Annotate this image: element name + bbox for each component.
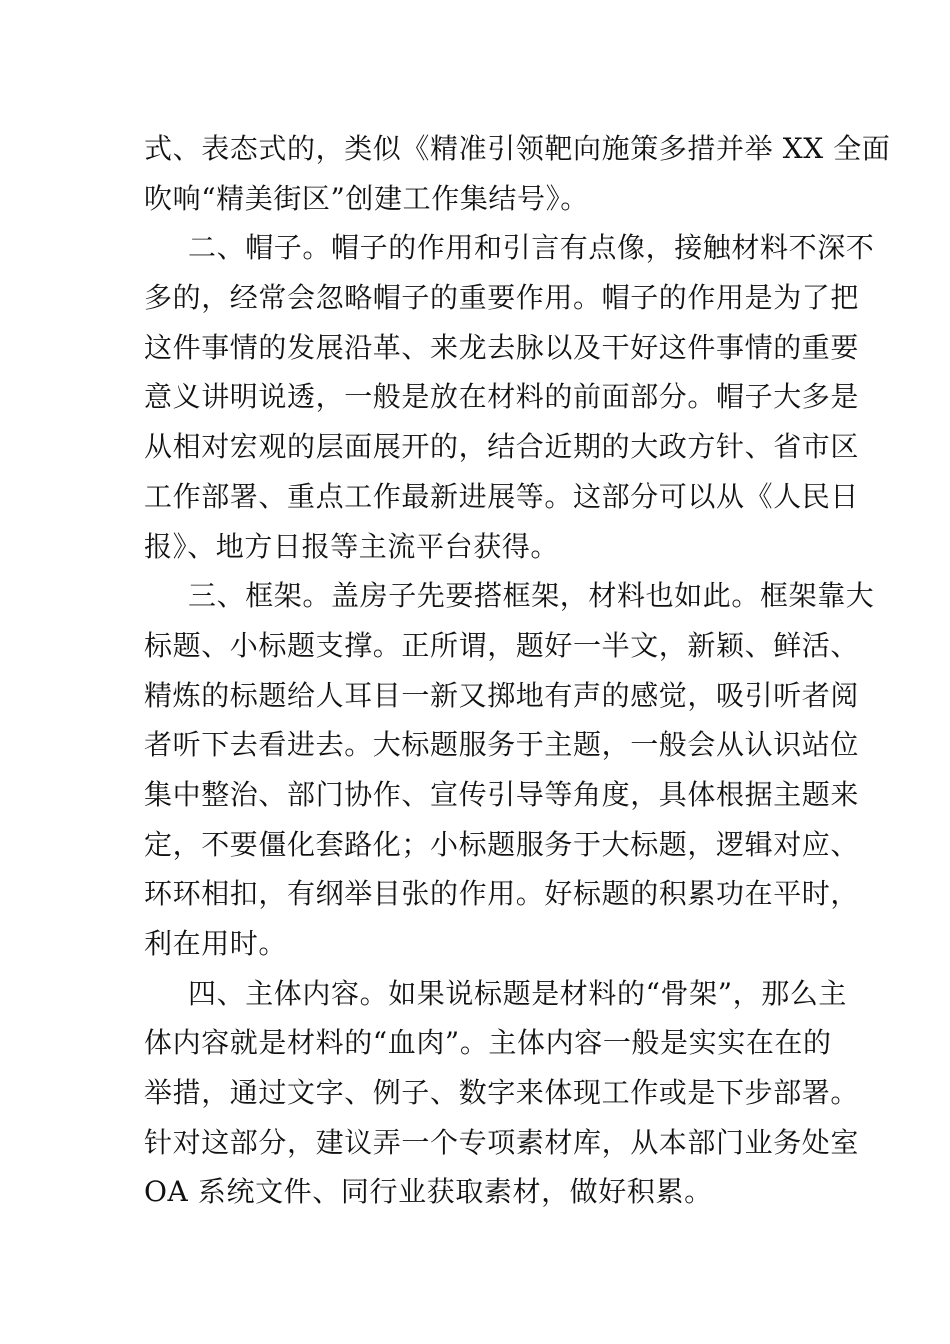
text-line: 者听下去看进去。大标题服务于主题，一般会从认识站位 — [144, 728, 860, 762]
text-line: OA 系统文件、同行业获取素材，做好积累。 — [144, 1175, 713, 1209]
text-line: 针对这部分，建议弄一个专项素材库，从本部门业务处室 — [144, 1125, 860, 1159]
text-line: 集中整治、部门协作、宣传引导等角度，具体根据主题来 — [144, 777, 860, 811]
text-line: 利在用时。 — [144, 927, 288, 960]
text-line: 工作部署、重点工作最新进展等。这部分可以从《人民日 — [144, 479, 860, 513]
text-line: 多的，经常会忽略帽子的重要作用。帽子的作用是为了把 — [144, 281, 860, 315]
text-line: 式、表态式的，类似《精准引领靶向施策多措并举 XX 全面 — [144, 132, 891, 165]
text-line: 定，不要僵化套路化；小标题服务于大标题，逻辑对应、 — [144, 827, 860, 861]
text-line: 体内容就是材料的“血肉”。主体内容一般是实实在在的 — [144, 1026, 832, 1060]
text-line: 吹响“精美街区”创建工作集结号》。 — [144, 181, 589, 215]
text-line: 环环相扣，有纲举目张的作用。好标题的积累功在平时， — [144, 877, 860, 911]
text-line: 举措，通过文字、例子、数字来体现工作或是下步部署。 — [144, 1076, 860, 1110]
paragraph-start-line: 三、框架。盖房子先要搭框架，材料也如此。框架靠大 — [188, 579, 875, 613]
document-body — [144, 124, 891, 1217]
text-line: 这件事情的发展沿革、来龙去脉以及干好这件事情的重要 — [144, 330, 860, 364]
paragraph-start-line: 四、主体内容。如果说标题是材料的“骨架”，那么主 — [188, 976, 848, 1010]
text-line: 精炼的标题给人耳目一新又掷地有声的感觉，吸引听者阅 — [144, 678, 860, 712]
paragraph-start-line: 二、帽子。帽子的作用和引言有点像，接触材料不深不 — [188, 231, 875, 265]
text-line: 报》、地方日报等主流平台获得。 — [144, 529, 560, 563]
text-line: 意义讲明说透，一般是放在材料的前面部分。帽子大多是 — [144, 380, 860, 414]
text-line: 从相对宏观的层面展开的，结合近期的大政方针、省市区 — [144, 430, 860, 464]
text-line: 标题、小标题支撑。正所谓，题好一半文，新颖、鲜活、 — [144, 628, 860, 662]
